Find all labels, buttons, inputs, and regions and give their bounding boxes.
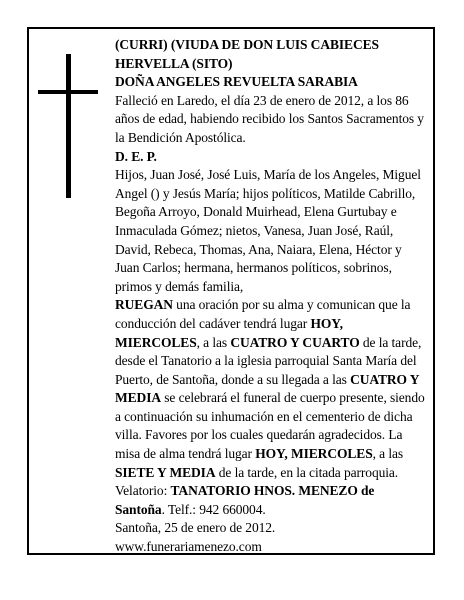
- header-line-1: (CURRI) (VIUDA DE DON LUIS CABIECES: [115, 37, 379, 52]
- request-text-2: , a las: [196, 334, 231, 350]
- deceased-name: DOÑA ANGELES REVUELTA SARABIA: [115, 74, 358, 90]
- request-text-7: . Telf.: 942 660004.: [161, 501, 266, 517]
- header-line-2: HERVELLA (SITO): [115, 55, 233, 71]
- day-label-2: HOY, MIERCOLES: [255, 446, 373, 462]
- cross-icon: [66, 54, 71, 198]
- day-label-1: HOY, MIERCOLES: [115, 315, 343, 350]
- footer-date: Santoña, 25 de enero de 2012.: [115, 520, 276, 536]
- time-label-2: CUATRO Y MEDIA: [115, 371, 419, 406]
- request-text-6: de la tarde, en la citada parroquia. Velatorio:: [115, 464, 399, 499]
- request-text-1: una oración por su alma y comunican que la conducción del cadáver tendrá lugar: [115, 297, 411, 331]
- family-list: Hijos, Juan José, José Luis, María de los Angeles, Miguel Angel () y Jesús María; hijos políticos, Matilde Cabrillo, Begoña Arroyo, Donald Muirhead, Elena Gurtubay e Inmaculada Gómez; nietos, Vanesa, Juan José, Raúl, David, Rebeca, Thomas, Ana, Naiara, Elena, Héctor y Juan Carlos; hermana, hermanos políticos, sobrinos, primos y demás familia,: [115, 167, 421, 294]
- obituary-text: [115, 36, 427, 557]
- request-text-5: , a las: [372, 446, 404, 462]
- footer-website: www.funerariamenezo.com: [115, 539, 262, 555]
- request-text-3: de la tarde, desde el Tanatorio a la iglesia parroquial Santa María del Puerto, de Santoña, donde a su llegada a las: [115, 334, 422, 387]
- ceremony-request: [115, 296, 427, 519]
- request-text-4: se celebrará el funeral de cuerpo presente, siendo a continuación su inhumación en el cementerio de dicha villa. Favores por los cuales quedarán agradecidos. La misa de alma tendrá lugar: [115, 390, 425, 462]
- ruegan-label: RUEGAN: [115, 297, 173, 313]
- dep-line: D. E. P.: [115, 148, 157, 164]
- velatorio-name: TANATORIO HNOS. MENEZO de Santoña: [115, 483, 375, 517]
- time-label-3: SIETE Y MEDIA: [115, 464, 216, 480]
- time-label-1: CUATRO Y CUARTO: [230, 334, 360, 350]
- cross-icon-bar: [38, 90, 98, 94]
- death-notice: Falleció en Laredo, el día 23 de enero de 2012, a los 86 años de edad, habiendo recibido los Santos Sacramentos y la Bendición Apostólica.: [115, 92, 424, 145]
